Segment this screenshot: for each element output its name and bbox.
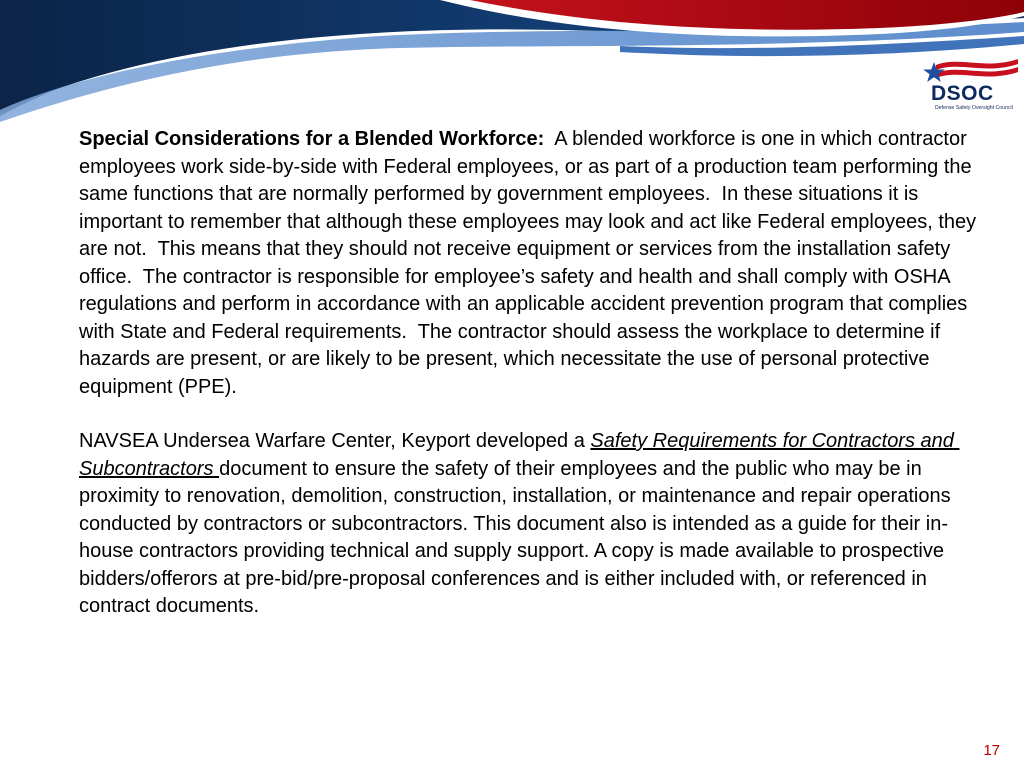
paragraph-navsea — [79, 428, 984, 621]
paragraph-text: document to ensure the safety of their employees and the public who may be in proximity to renovation, demolition, construction, installation, or maintenance and repair operations conducted by contractors or subcontractors. This document also is intended as a guide for their in-house contractors providing technical and supply support. A copy is made available to prospective bidders/offerors at pre-bid/pre-proposal conferences and is either included with, or referenced in contract documents. — [79, 457, 951, 617]
paragraph-blended-workforce — [79, 126, 984, 401]
paragraph-text: A blended workforce is one in which contractor employees work side-by-side with Federal employees, or as part of a production team performing the same functions that are normally performed by government employees. In these situations it is important to remember that although these employees may look and act like Federal employees, they are not. This means that they should not receive equipment or services from the installation safety office. The contractor is responsible for employee’s safety and health and shall comply with OSHA regulations and perform in accordance with an applicable accident prevention program that complies with State and Federal requirements. The contractor should assess the workplace to determine if hazards are present, or are likely to be present, which necessitate the use of personal protective equipment (PPE). — [79, 128, 982, 398]
paragraph-text: NAVSEA Undersea Warfare Center, Keyport developed a — [79, 430, 591, 452]
svg-text:DSOC: DSOC — [931, 82, 994, 105]
section-heading: Special Considerations for a Blended Workforce: — [79, 128, 545, 150]
slide-body — [79, 126, 984, 621]
header-banner — [0, 0, 1024, 130]
page-number: 17 — [983, 742, 1000, 759]
dsoc-logo — [922, 56, 1020, 112]
svg-text:Defense Safety Oversight Counc: Defense Safety Oversight Council — [935, 105, 1013, 111]
document-title-link[interactable]: Safety Requirements for Contractors and Subcontractors — [79, 430, 960, 480]
